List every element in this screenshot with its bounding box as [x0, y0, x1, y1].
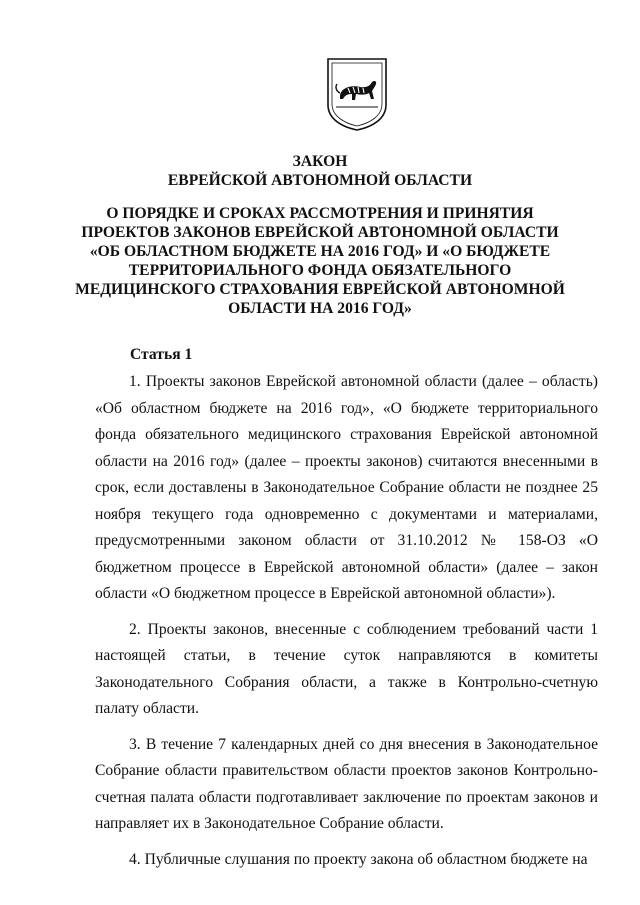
article-body — [95, 369, 598, 882]
paragraph-1: 1. Проекты законов Еврейской автономной области (далее – область) «Об областном бюджете на 2016 год», «О бюджете территориального фонда обязательного медицинского страхования Еврейской автономной области на 2016 год» (далее – проекты законов) считаются внесенными в срок, если доставлены в Законодательное Собрание области не позднее 25 ноября текущего года одновременно с документами и материалами, предусмотренными законом области от 31.10.2012 № 158-ОЗ «О бюджетном процессе в Еврейской автономной области» (далее – закон области «О бюджетном процессе в Еврейской автономной области»). — [95, 373, 598, 602]
coat-of-arms-tiger-icon — [326, 57, 388, 132]
paragraph-2: 2. Проекты законов, внесенные с соблюдением требований части 1 настоящей статьи, в течение суток направляются в комитеты Законодательного Собрания области, а также в Контрольно-счетную палату области. — [95, 620, 598, 717]
paragraph-4: 4. Публичные слушания по проекту закона об областном бюджете на — [129, 850, 588, 868]
law-title: ЗАКОН — [292, 153, 348, 170]
paragraph-3: 3. В течение 7 календарных дней со дня внесения в Законодательное Собрание области правительством области проектов законов Контрольно-счетная палата области подготавливает заключение по проектам законов и направляет их в Законодательное Собрание области. — [95, 735, 598, 832]
article-heading: Статья 1 — [130, 346, 193, 363]
region-title: ЕВРЕЙСКОЙ АВТОНОМНОЙ ОБЛАСТИ — [167, 172, 473, 189]
law-subtitle: О ПОРЯДКЕ И СРОКАХ РАССМОТРЕНИЯ И ПРИНЯТИЯ ПРОЕКТОВ ЗАКОНОВ ЕВРЕЙСКОЙ АВТОНОМНОЙ ОБЛАСТИ «ОБ ОБЛАСТНОМ БЮДЖЕТЕ НА 2016 ГОД» И «О БЮДЖЕТЕ ТЕРРИТОРИАЛЬНОГО ФОНДА ОБЯЗАТЕЛЬНОГО МЕДИЦИНСКОГО СТРАХОВАНИЯ ЕВРЕЙСКОЙ АВТОНОМНОЙ ОБЛАСТИ НА 2016 ГОД» — [75, 205, 565, 317]
